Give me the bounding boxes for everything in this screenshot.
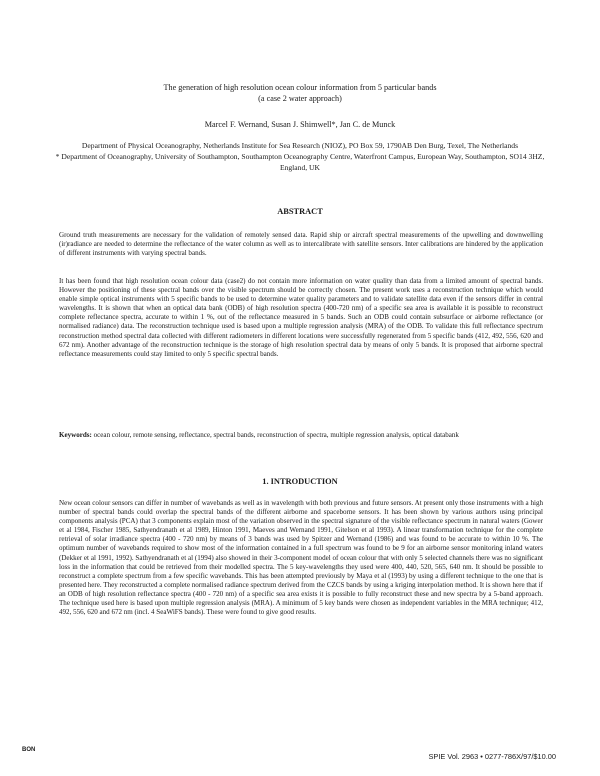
affiliation-nioz: Department of Physical Oceanography, Netherlands Institute for Sea Research (NIOZ), PO Box 59, 1790AB Den Burg, Texel, The Netherlands — [81, 141, 519, 150]
affiliations — [50, 141, 550, 174]
introduction-heading: 1. INTRODUCTION — [262, 477, 338, 486]
title-line-1: The generation of high resolution ocean colour information from 5 particular bands — [163, 83, 437, 92]
keywords-label: Keywords: — [59, 431, 92, 439]
paper-title — [60, 83, 540, 104]
author-list: Marcel F. Wernand, Susan J. Shimwell*, Jan C. de Munck — [204, 120, 396, 129]
title-line-2: (a case 2 water approach) — [258, 93, 342, 103]
introduction-text: New ocean colour sensors can differ in number of wavebands as well as in wavelength with both previous and future sensors. At present only those instruments with a high number of spectral bands could overlap the spectral bands of the different airborne and spaceborne sensors. It has been shown by various authors using principal components analysis (PCA) that 3 components explain most of the variation observed in the spectral signature of the visible reflectance spectrum in natural waters (Gower et al 1984, Fischer 1985, Sathyendranath et al 1989, Hinton 1991, Maeves and Wernand 1991, Gitelson et al 1993). A linear transformation technique for the complete retrieval of solar irradiance spectra (400 - 720 nm) by means of 3 bands was used by Spitzer and Wernand (1986) and was found to be accurate to within 10 %. The optimum number of wavebands required to show most of the information contained in a full spectrum was found to be 9 for an airborne sensor monitoring inland waters (Dekker et al 1991, 1992). Sathyendranath et al (1994) also showed in their 3-component model of ocean colour that with only 5 selected channels there was no significant loss in the information that could be retrieved from their modelled spectra. The 5 key-wavelengths they used were 400, 440, 520, 565, 640 nm. It should be possible to reconstruct a complete spectrum from a few specific wavebands. This has been attempted previously by Maya et al (1993) by using a different technique to the one that is presented here. They reconstructed a complete normalised radiance spectrum derived from the CZCS bands by using a kriging interpolation method. It is shown here that if an ODB of high resolution reflectance spectra (400 - 720 nm) of a specific sea area exists it is possible to fully reconstruct these and new spectra by a 5-band approach. The technique used here is based upon multiple regression analysis (MRA). A minimum of 5 key bands were chosen as independent variables in the MRA technique; 412, 492, 556, 620 and 672 nm (incl. 4 SeaWiFS bands). These were found to give good results. — [59, 499, 543, 617]
footer-citation: SPIE Vol. 2963 • 0277-786X/97/$10.00 — [428, 752, 556, 761]
abstract-paragraph-1: Ground truth measurements are necessary for the validation of remotely sensed data. Rapid ship or aircraft spectral measurements of the upwelling and downwelling (ir)radiance are needed to determine the reflectance of the water column as well as to intercalibrate with satellite sensors. Inter calibrations are hindered by the application of different instruments with varying spectral bands. — [59, 231, 543, 258]
affiliation-southampton: * Department of Oceanography, University of Southampton, Southampton Oceanography Centre, Waterfront Campus, European Way, Southampton, SO14 3HZ, England, UK — [55, 152, 545, 172]
keywords — [59, 431, 543, 440]
abstract-heading: ABSTRACT — [277, 207, 323, 216]
keywords-text: ocean colour, remote sensing, reflectance, spectral bands, reconstruction of spectra, multiple regression analysis, optical databank — [93, 431, 459, 439]
abstract-paragraph-2: It has been found that high resolution ocean colour data (case2) do not contain more information on water quality than data from a limited amount of spectral bands. However the positioning of these spectral bands over the visible spectrum should be correctly chosen. The present work uses a reconstruction technique which would enable simple optical instruments with 5 specific bands to be used to determine water quality parameters and to validate satellite data even if the sensors differ in central wavelengths. It is shown that when an optical data bank (ODB) of high resolution spectra (400-720 nm) of a specific sea area is available it is possible to reconstruct complete reflectance spectra, accurate to within 1 %, out of the reflectance measured in 5 bands. Such an ODB could contain subsurface or airborne reflectance (or normalised radiance) data. The reconstruction technique used is based upon a multiple regression analysis (MRA) of the ODB. To validate this full reflectance spectrum reconstruction method spectral data collected with different radiometers in different locations were successfully regenerated from 5 specific bands (412, 492, 556, 620 and 672 nm). Another advantage of the reconstruction technique is the storage of high resolution spectral data by means of only 5 bands. It is proposed that airborne spectral reflectance measurements could stay limited to only 5 specific spectral bands. — [59, 277, 543, 358]
footer-left-mark: BON — [22, 747, 36, 753]
